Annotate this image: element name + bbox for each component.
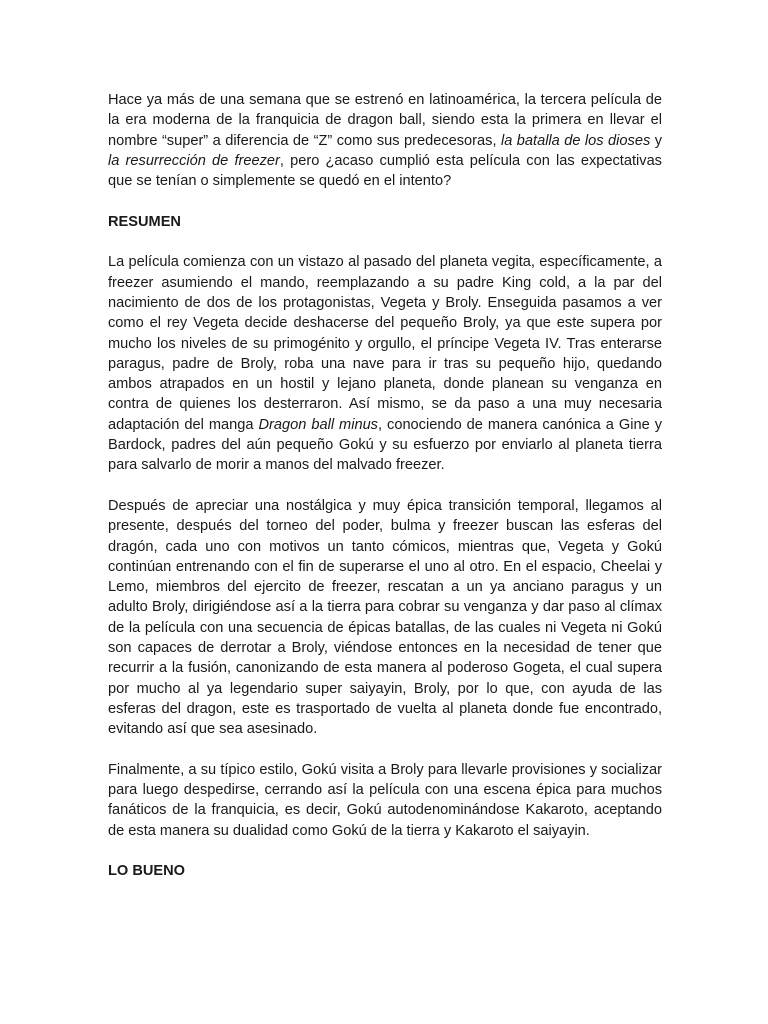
intro-italic-title-1: la batalla de los dioses [500,132,651,149]
intro-text-3: , pero ¿acaso cumplió esta película con las expectativas que se tenían o simplemente se quedó en el intento? [108,152,662,190]
resumen-paragraph-3: Finalmente, a su típico estilo, Gokú visita a Broly para llevarle provisiones y socializar para luego despedirse, cerrando así la película con una escena épica para muchos fanáticos de la franquicia, es decir, Gokú autodenominándose Kakaroto, aceptando de esta manera su dualidad como Gokú de la tierra y Kakaroto el saiyayin. [108,761,662,839]
heading-resumen: RESUMEN [108,213,181,230]
resumen-p1-text-1: La película comienza con un vistazo al pasado del planeta vegita, específicamente, a freezer asumiendo el mando, reemplazando a su padre King cold, a la par del nacimiento de dos de los protagonistas, Vegeta y Broly. Enseguida pasamos a ver como el rey Vegeta decide deshacerse del pequeño Broly, ya que este supera por mucho los niveles de su primogénito y orgullo, el príncipe Vegeta IV. Tras enterarse paragus, padre de Broly, roba una nave para ir tras su pequeño hijo, quedando ambos atrapados en un hostil y lejano planeta, donde planean su venganza en contra de quienes los desterraron. Así mismo, se da paso a una muy necesaria adaptación del manga [108,254,662,433]
document-page [108,90,662,902]
intro-text-1: Hace ya más de una semana que se estrenó en latinoamérica, la tercera película de la era moderna de la franquicia de dragon ball, siendo esta la primera en llevar el nombre “super” a diferencia de “Z” como sus predecesoras, [108,92,662,149]
intro-text-2: y [650,132,663,149]
resumen-p1-italic-title: Dragon ball minus [258,416,378,433]
resumen-p1-text-2: , conociendo de manera canónica a Gine y Bardock, padres del aún pequeño Gokú y su esfuerzo por enviarlo al planeta tierra para salvarlo de morir a manos del malvado freezer. [108,416,662,474]
resumen-paragraph-2: Después de apreciar una nostálgica y muy épica transición temporal, llegamos al presente, después del torneo del poder, bulma y freezer buscan las esferas del dragón, cada uno con motivos un tanto cómicos, mientras que, Vegeta y Gokú continúan entrenando con el fin de superarse el uno al otro. En el espacio, Cheelai y Lemo, miembros del ejercito de freezer, rescatan a un ya anciano paragus y un adulto Broly, dirigiéndose así a la tierra para cobrar su venganza y dar paso al clímax de la película con una secuencia de épicas batallas, de las cuales ni Vegeta ni Gokú son capaces de derrotar a Broly, viéndose entonces en la necesidad de tener que recurrir a la fusión, canonizando de esta manera al poderoso Gogeta, el cual supera por mucho al ya legendario super saiyayin, Broly, por lo que, con ayuda de las esferas del dragon, este es trasportado de vuelta al planeta donde fue encontrado, evitando así que sea asesinado. [108,497,662,738]
heading-lo-bueno: LO BUENO [108,863,186,880]
intro-paragraph [108,90,662,191]
intro-italic-title-2: la resurrección de freezer [108,152,280,169]
resumen-paragraph-1 [108,252,662,475]
